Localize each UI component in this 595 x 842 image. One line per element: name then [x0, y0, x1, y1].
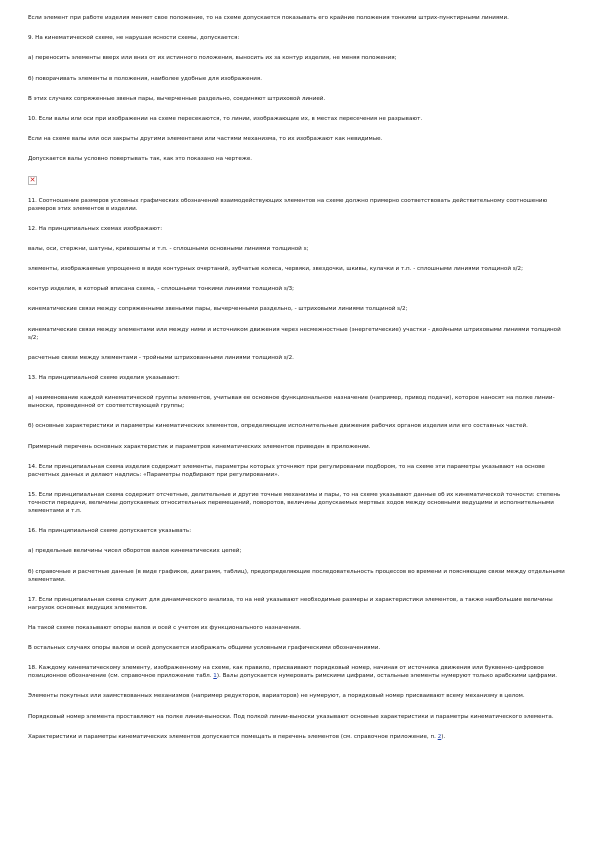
paragraph-12-calc: расчетные связи между элементами - тройными штрихованными линиями толщиной s/2.	[28, 354, 294, 361]
paragraph-14: 14. Если принципиальная схема изделия содержит элементы, параметры которых уточняют при регулировании подбором, то на схеме эти параметры указывают на основе расчетных данных и делают надпись: «Параметры подбирают при регулировании».	[28, 463, 545, 478]
paragraph-17-other: В остальных случаях опоры валов и осей допускается изображать общими условными графическими обозначениями.	[28, 645, 381, 652]
paragraph-9b: б) поворачивать элементы в положения, наиболее удобные для изображения.	[28, 75, 263, 82]
paragraph-18-number: Порядковый номер элемента проставляют на полке линии-выноски. Под полкой линии-выноски указывают основные характеристики и параметры кинематического элемента.	[28, 713, 554, 720]
paragraph-13-appendix: Примерный перечень основных характеристик и параметров кинематических элементов приведен в приложении.	[28, 443, 371, 450]
paragraph-final-text-before: Характеристики и параметры кинематических элементов допускается помещать в перечень элементов (см. справочное приложение, п.	[28, 733, 438, 740]
paragraph-12-gears: элементы, изображаемые упрощенно в виде контурных очертаний, зубчатые колеса, червяки, звездочки, шкивы, кулачки и т.п. - сплошными линиями толщиной s/2;	[28, 266, 523, 273]
paragraph-10-rotate: Допускается валы условно повертывать так, как это показано на чертеже.	[28, 156, 253, 163]
paragraph-9: 9. На кинематической схеме, не нарушая ясности схемы, допускается:	[28, 35, 240, 42]
paragraph-9a: а) переносить элементы вверх или вниз от их истинного положения, выносить их за контур изделия, не меняя положения;	[28, 55, 397, 62]
paragraph-12-energy: кинематические связи между элементами или между ними и источником движения через несмежностные (энергетические) участки - двойными штриховыми линиями толщиной s/2;	[28, 326, 561, 341]
paragraph-12: 12. На принципиальных схемах изображают:	[28, 225, 163, 232]
paragraph-16b: б) справочные и расчетные данные (в виде графиков, диаграмм, таблиц), предопределяющие последовательность процессов во времени и поясняющие связи между отдельными элементами.	[28, 568, 565, 583]
appendix-item-link[interactable]: 2	[437, 733, 442, 740]
paragraph-12-links: кинематические связи между сопряженными звеньями пары, вычерченными раздельно, - штриховыми линиями толщиной s/2;	[28, 306, 408, 313]
paragraph-10-hidden: Если на схеме валы или оси закрыты другими элементами или частями механизма, то их изображают как невидимые.	[28, 136, 383, 143]
paragraph-18	[28, 664, 568, 680]
paragraph-final-text-after: ).	[441, 733, 446, 740]
paragraph-10: 10. Если валы или оси при изображении на схеме пересекаются, то линии, изображающие их, в местах пересечения не разрывают.	[28, 115, 423, 122]
paragraph-13a: а) наименование каждой кинематической группы элементов, учитывая ее основное функциональное назначение (например, привод подачи), которое наносят на полке линии-выноски, проведенной от соответствующей группы;	[28, 395, 555, 410]
paragraph-17: 17. Если принципиальная схема служит для динамического анализа, то на ней указывают необходимые размеры и характеристики элементов, а также наибольшие величины нагрузок основных ведущих элементов.	[28, 596, 553, 611]
paragraph-12-shafts: валы, оси, стержни, шатуны, кривошипы и т.п. - сплошными основными линиями толщиной s;	[28, 245, 309, 252]
paragraph-17-supports: На такой схеме показывают опоры валов и осей с учетом их функционального назначения.	[28, 624, 301, 631]
paragraph-18-purchased: Элементы покупных или заимствованных механизмов (например редукторов, вариаторов) не нумеруют, а порядковый номер присваивают всему механизму в целом.	[28, 693, 525, 700]
paragraph-13b: б) основные характеристики и параметры кинематических элементов, определяющие исполнительные движения рабочих органов изделия или его составных частей.	[28, 423, 528, 430]
paragraph-15: 15. Если принципиальная схема содержит отсчетные, делительные и другие точные механизмы и пары, то на схеме указывают данные об их кинематической точности: степень точности передачи, величины допускаемых относительных перемещений, поворотов, величины допускаемых мертвых ходов между основными ведущими и исполнительными элементами и т.п.	[28, 491, 561, 514]
paragraph-18-text-after: ). Валы допускается нумеровать римскими цифрами, остальные элементы нумеруют только арабскими цифрами.	[216, 673, 558, 680]
paragraph-13: 13. На принципиальной схеме изделия указывают:	[28, 375, 180, 381]
appendix-table-link[interactable]: 1	[213, 673, 217, 680]
paragraph-9-note: В этих случаях сопряженные звенья пары, вычерченные раздельно, соединяют штриховой линией.	[28, 95, 326, 102]
paragraph-12-contour: контур изделия, в который вписана схема, - сплошными тонкими линиями толщиной s/3;	[28, 286, 295, 293]
paragraph-18-text-before: 18. Каждому кинематическому элементу, изображенному на схеме, как правило, присваивают порядковый номер, начиная от источника движения или буквенно-цифровое позиционное обозначение (см. справочное приложение табл.	[28, 665, 544, 680]
broken-image-icon: ✕	[29, 175, 36, 184]
paragraph-16: 16. На принципиальной схеме допускается указывать:	[28, 528, 192, 535]
paragraph-11: 11. Соотношение размеров условных графических обозначений взаимодействующих элементов на схеме должно примерно соответствовать действительному соотношению размеров этих элементов в изделии.	[28, 197, 548, 212]
paragraph-16a: а) предельные величины чисел оборотов валов кинематических цепей;	[28, 548, 242, 555]
paragraph-moving-element: Если элемент при работе изделия меняет свое положение, то на схеме допускается показывать его крайние положения тонкими штрих-пунктирными линиями.	[28, 15, 509, 21]
document-body	[28, 14, 568, 753]
paragraph-final	[28, 733, 568, 741]
